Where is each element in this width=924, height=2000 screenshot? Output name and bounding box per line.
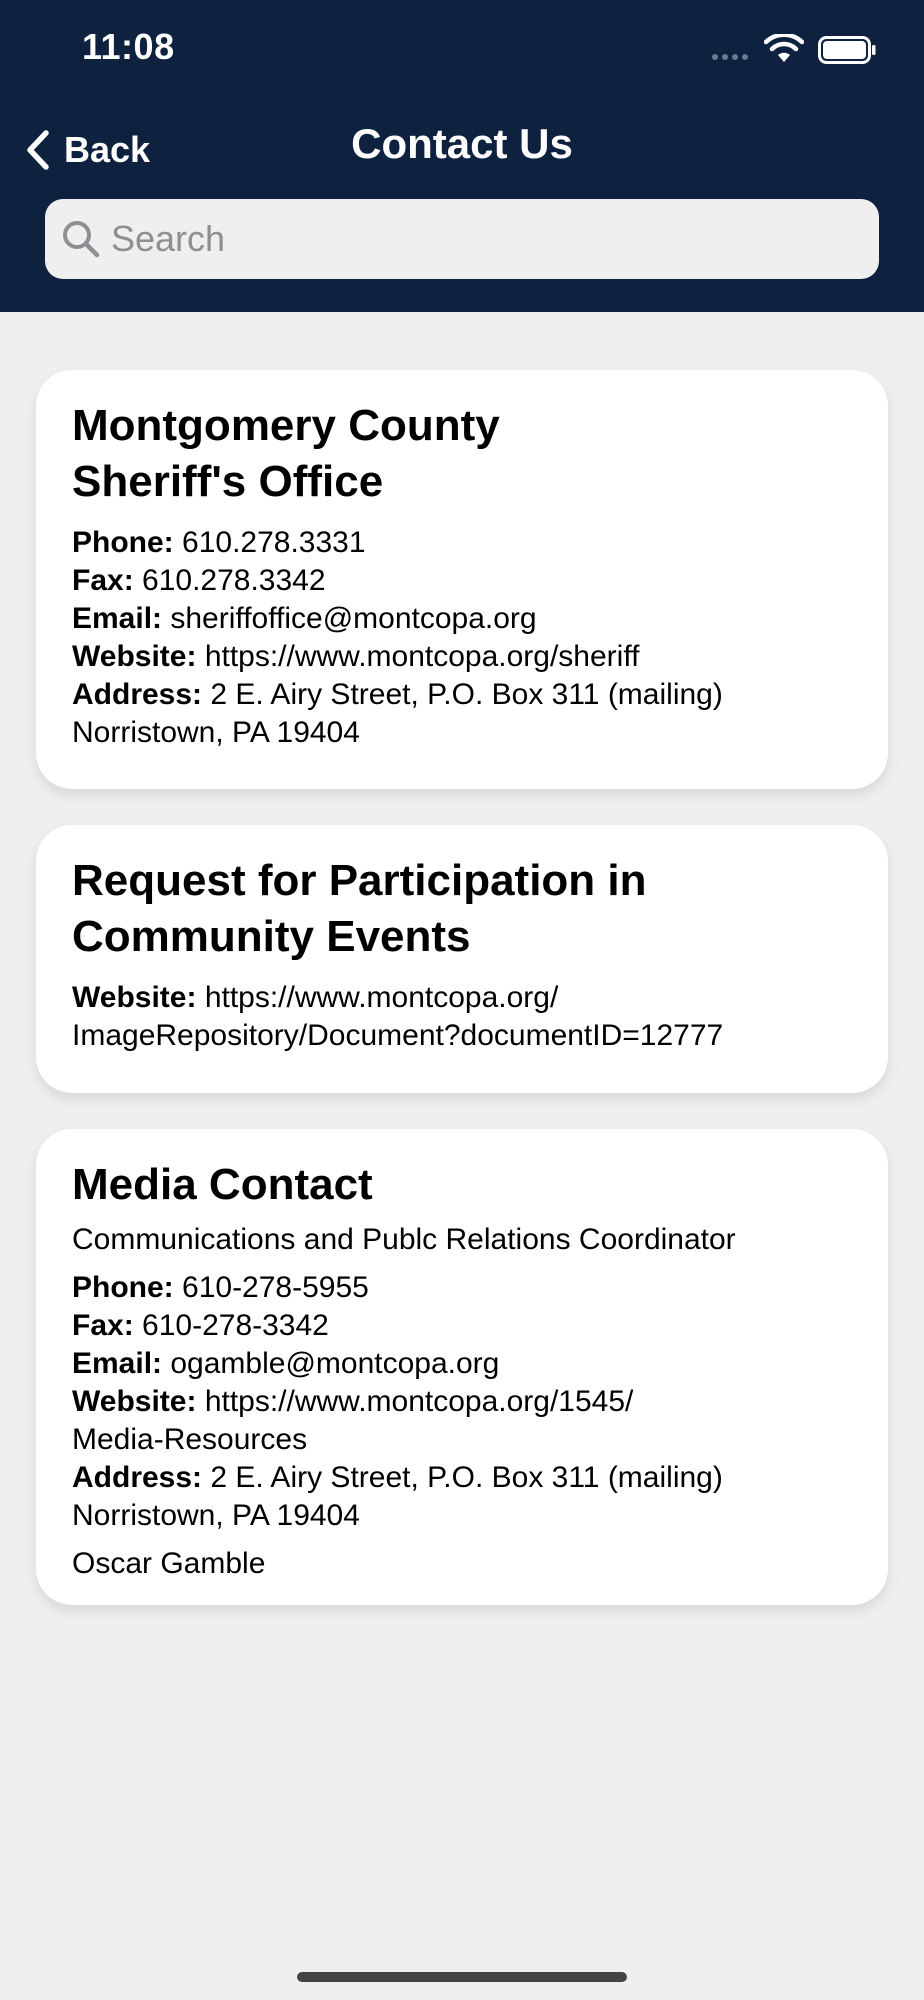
contact-card-community-events[interactable] <box>36 825 888 1093</box>
address-value: 2 E. Airy Street, P.O. Box 311 (mailing) <box>210 1461 723 1494</box>
home-indicator[interactable] <box>297 1972 627 1982</box>
nav-header <box>0 0 924 312</box>
address-row[interactable] <box>72 1459 852 1497</box>
card-title <box>72 853 852 965</box>
email-label: Email: <box>72 1347 163 1380</box>
card-title-line: Community Events <box>72 912 471 961</box>
website-row[interactable] <box>72 1383 852 1421</box>
website-label: Website: <box>72 1385 197 1418</box>
card-title-line: Montgomery County <box>72 401 500 450</box>
card-title-line: Request for Participation in <box>72 856 647 905</box>
address-row[interactable] <box>72 676 852 714</box>
fax-row <box>72 1307 852 1345</box>
website-value: https://www.montcopa.org/sheriff <box>204 640 640 673</box>
card-title-line: Media Contact <box>72 1160 373 1209</box>
card-title-line: Sheriff's Office <box>72 457 384 506</box>
website-value: https://www.montcopa.org/ <box>204 981 559 1014</box>
address-label: Address: <box>72 1461 203 1494</box>
website-continuation[interactable]: ImageRepository/Document?documentID=12777 <box>72 1019 724 1052</box>
phone-row[interactable] <box>72 1269 852 1307</box>
page-title: Contact Us <box>351 120 573 167</box>
phone-label: Phone: <box>72 526 174 559</box>
email-row[interactable] <box>72 1345 852 1383</box>
battery-icon <box>818 36 876 64</box>
search-bar[interactable] <box>45 199 879 279</box>
search-icon <box>61 219 101 259</box>
address-value: 2 E. Airy Street, P.O. Box 311 (mailing) <box>210 678 723 711</box>
website-label: Website: <box>72 640 197 673</box>
email-row[interactable] <box>72 600 852 638</box>
card-subtitle: Communications and Publc Relations Coordinator <box>72 1223 736 1256</box>
address-continuation: Norristown, PA 19404 <box>72 716 360 749</box>
address-label: Address: <box>72 678 203 711</box>
website-label: Website: <box>72 981 197 1014</box>
contact-name: Oscar Gamble <box>72 1547 266 1580</box>
cellular-signal-icon <box>712 54 748 60</box>
website-value: https://www.montcopa.org/1545/ <box>204 1385 634 1418</box>
fax-label: Fax: <box>72 564 134 597</box>
fax-value: 610-278-3342 <box>142 1309 329 1342</box>
phone-row[interactable] <box>72 524 852 562</box>
search-input[interactable] <box>111 199 851 279</box>
website-row[interactable] <box>72 979 852 1017</box>
wifi-icon <box>764 34 804 64</box>
back-label: Back <box>64 129 151 170</box>
contact-card-sheriff[interactable] <box>36 370 888 789</box>
email-value: ogamble@montcopa.org <box>170 1347 500 1380</box>
email-value: sheriffoffice@montcopa.org <box>170 602 537 635</box>
phone-label: Phone: <box>72 1271 174 1304</box>
website-row[interactable] <box>72 638 852 676</box>
card-title <box>72 1157 852 1213</box>
fax-value: 610.278.3342 <box>142 564 326 597</box>
website-continuation[interactable]: Media-Resources <box>72 1423 308 1456</box>
contact-card-media[interactable] <box>36 1129 888 1605</box>
fax-row <box>72 562 852 600</box>
fax-label: Fax: <box>72 1309 134 1342</box>
address-continuation: Norristown, PA 19404 <box>72 1499 360 1532</box>
email-label: Email: <box>72 602 163 635</box>
status-time: 11:08 <box>82 26 175 67</box>
phone-value: 610-278-5955 <box>182 1271 369 1304</box>
phone-value: 610.278.3331 <box>182 526 366 559</box>
card-title <box>72 398 852 510</box>
